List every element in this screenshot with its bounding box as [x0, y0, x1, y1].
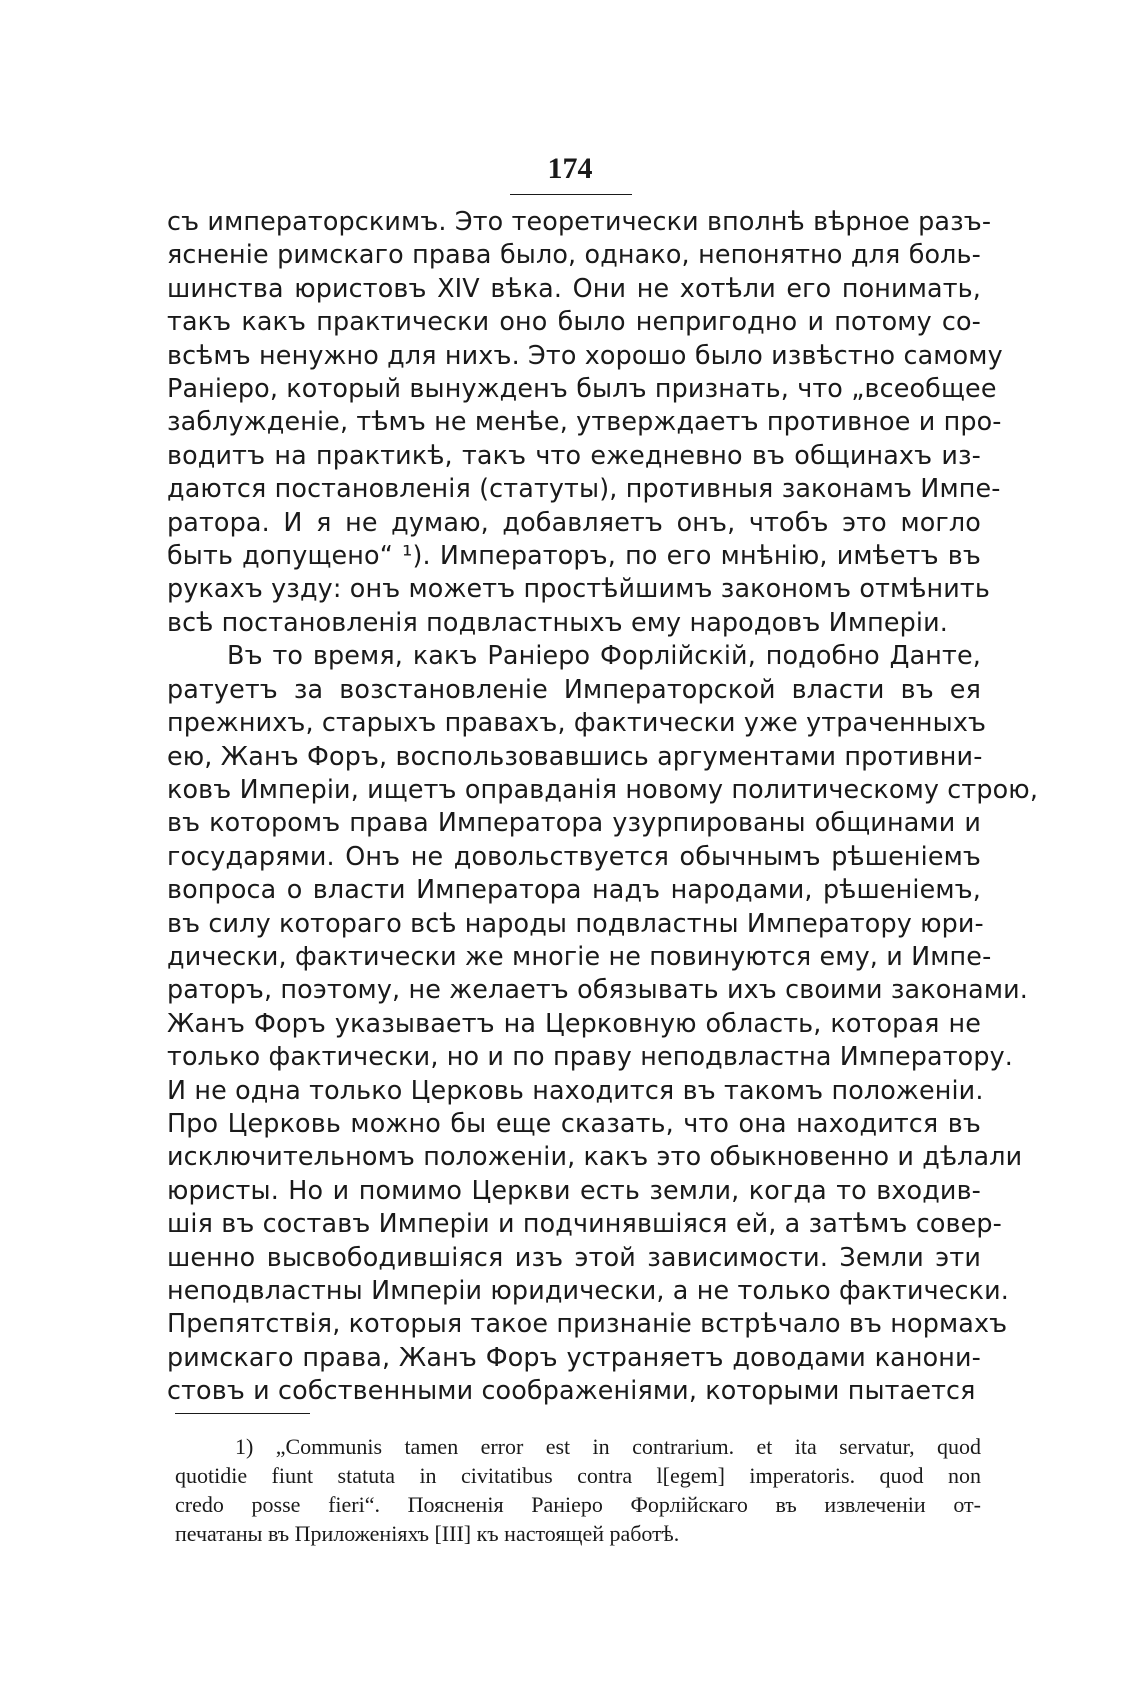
text-line: И не одна только Церковь находится въ такомъ положеніи.	[167, 1074, 984, 1105]
text-line: Въ то время, какъ Раніеро Форлійскій, подобно Данте,	[227, 640, 981, 671]
paragraph	[167, 205, 1003, 639]
text-line: стовъ и собственными соображеніями, которыми пытается	[167, 1375, 976, 1406]
body-text	[167, 205, 1039, 1408]
text-line: ею, Жанъ Форъ, воспользовавшись аргументами противни-	[167, 740, 983, 771]
page-number: 174	[547, 152, 593, 185]
text-line: исключительномъ положеніи, какъ это обыкновенно и дѣлали	[167, 1141, 1023, 1172]
text-line: шенно высвободившіяся изъ этой зависимости. Земли эти	[167, 1241, 981, 1272]
text-line: юристы. Но и помимо Церкви есть земли, когда то входив-	[167, 1174, 981, 1205]
text-line: шія въ составъ Имперіи и подчинявшіяся ей, а затѣмъ совер-	[167, 1208, 1002, 1239]
text-line: Раніеро, который вынужденъ былъ признать, что „всеобщее	[167, 373, 997, 404]
text-line: въ силу котораго всѣ народы подвластны Императору юри-	[167, 907, 984, 938]
text-line: рукахъ узду: онъ можетъ простѣйшимъ закономъ отмѣнить	[167, 573, 990, 604]
text-line: заблужденіе, тѣмъ не менѣе, утверждаетъ противное и про-	[167, 406, 1002, 437]
text-line: съ императорскимъ. Это теоретически вполнѣ вѣрное разъ-	[167, 206, 992, 236]
text-line: государями. Онъ не довольствуется обычнымъ рѣшеніемъ	[167, 840, 981, 871]
text-line: дически, фактически же многіе не повинуются ему, и Импе-	[167, 940, 992, 971]
text-line: такъ какъ практически оно было непригодно и потому со-	[167, 306, 981, 337]
footnote-line: 1) „Communis tamen error est in contrarium. et ita servatur, quod	[235, 1434, 981, 1459]
text-line: всѣмъ ненужно для нихъ. Это хорошо было извѣстно самому	[167, 339, 1003, 370]
text-line: неподвластны Имперіи юридически, а не только фактически.	[167, 1275, 1010, 1305]
footnote-separator	[175, 1413, 310, 1414]
text-line: вопроса о власти Императора надъ народами, рѣшеніемъ,	[167, 874, 981, 905]
footnote-line: печатаны въ Приложеніяхъ [III] къ настоящей работѣ.	[175, 1521, 680, 1546]
page-number-underline	[510, 194, 632, 195]
text-line: раторъ, поэтому, не желаетъ обязывать ихъ своими законами.	[167, 974, 1029, 1005]
text-line: даются постановленія (статуты), противныя законамъ Импе-	[167, 473, 1001, 504]
paragraph	[167, 639, 1039, 1407]
text-line: Жанъ Форъ указываетъ на Церковную область, которая не	[167, 1007, 981, 1038]
text-line: Препятствія, которыя такое признаніе встрѣчало въ нормахъ	[167, 1308, 1008, 1339]
text-line: ратуетъ за возстановленіе Императорской власти въ ея	[167, 673, 981, 704]
footnote-line: quotidie fiunt statuta in civitatibus contra l[egem] imperatoris. quod non	[175, 1463, 981, 1488]
text-line: римскаго права, Жанъ Форъ устраняетъ доводами канони-	[167, 1341, 981, 1372]
text-line: Про Церковь можно бы еще сказать, что она находится въ	[167, 1107, 981, 1138]
text-line: въ которомъ права Императора узурпированы общинами и	[167, 807, 981, 838]
text-line: ратора. И я не думаю, добавляетъ онъ, чтобъ это могло	[167, 506, 981, 537]
text-line: быть допущено“ ¹). Императоръ, по его мнѣнію, имѣетъ въ	[167, 540, 981, 571]
text-line: только фактически, но и по праву неподвластна Императору.	[167, 1041, 1014, 1072]
text-line: прежнихъ, старыхъ правахъ, фактически уже утраченныхъ	[167, 707, 987, 738]
footnote	[175, 1432, 981, 1548]
text-line: шинства юристовъ XIV вѣка. Они не хотѣли его понимать,	[167, 272, 981, 303]
text-line: всѣ постановленія подвластныхъ ему народовъ Имперіи.	[167, 606, 948, 637]
text-line: водитъ на практикѣ, такъ что ежедневно въ общинахъ из-	[167, 439, 981, 470]
text-line: ясненіе римскаго права было, однако, непонятно для боль-	[167, 239, 981, 270]
text-line: ковъ Имперіи, ищетъ оправданія новому политическому строю,	[167, 773, 1039, 804]
footnote-line: credo posse fieri“. Поясненія Раніеро Форлійскаго въ извлеченіи от-	[175, 1492, 981, 1517]
